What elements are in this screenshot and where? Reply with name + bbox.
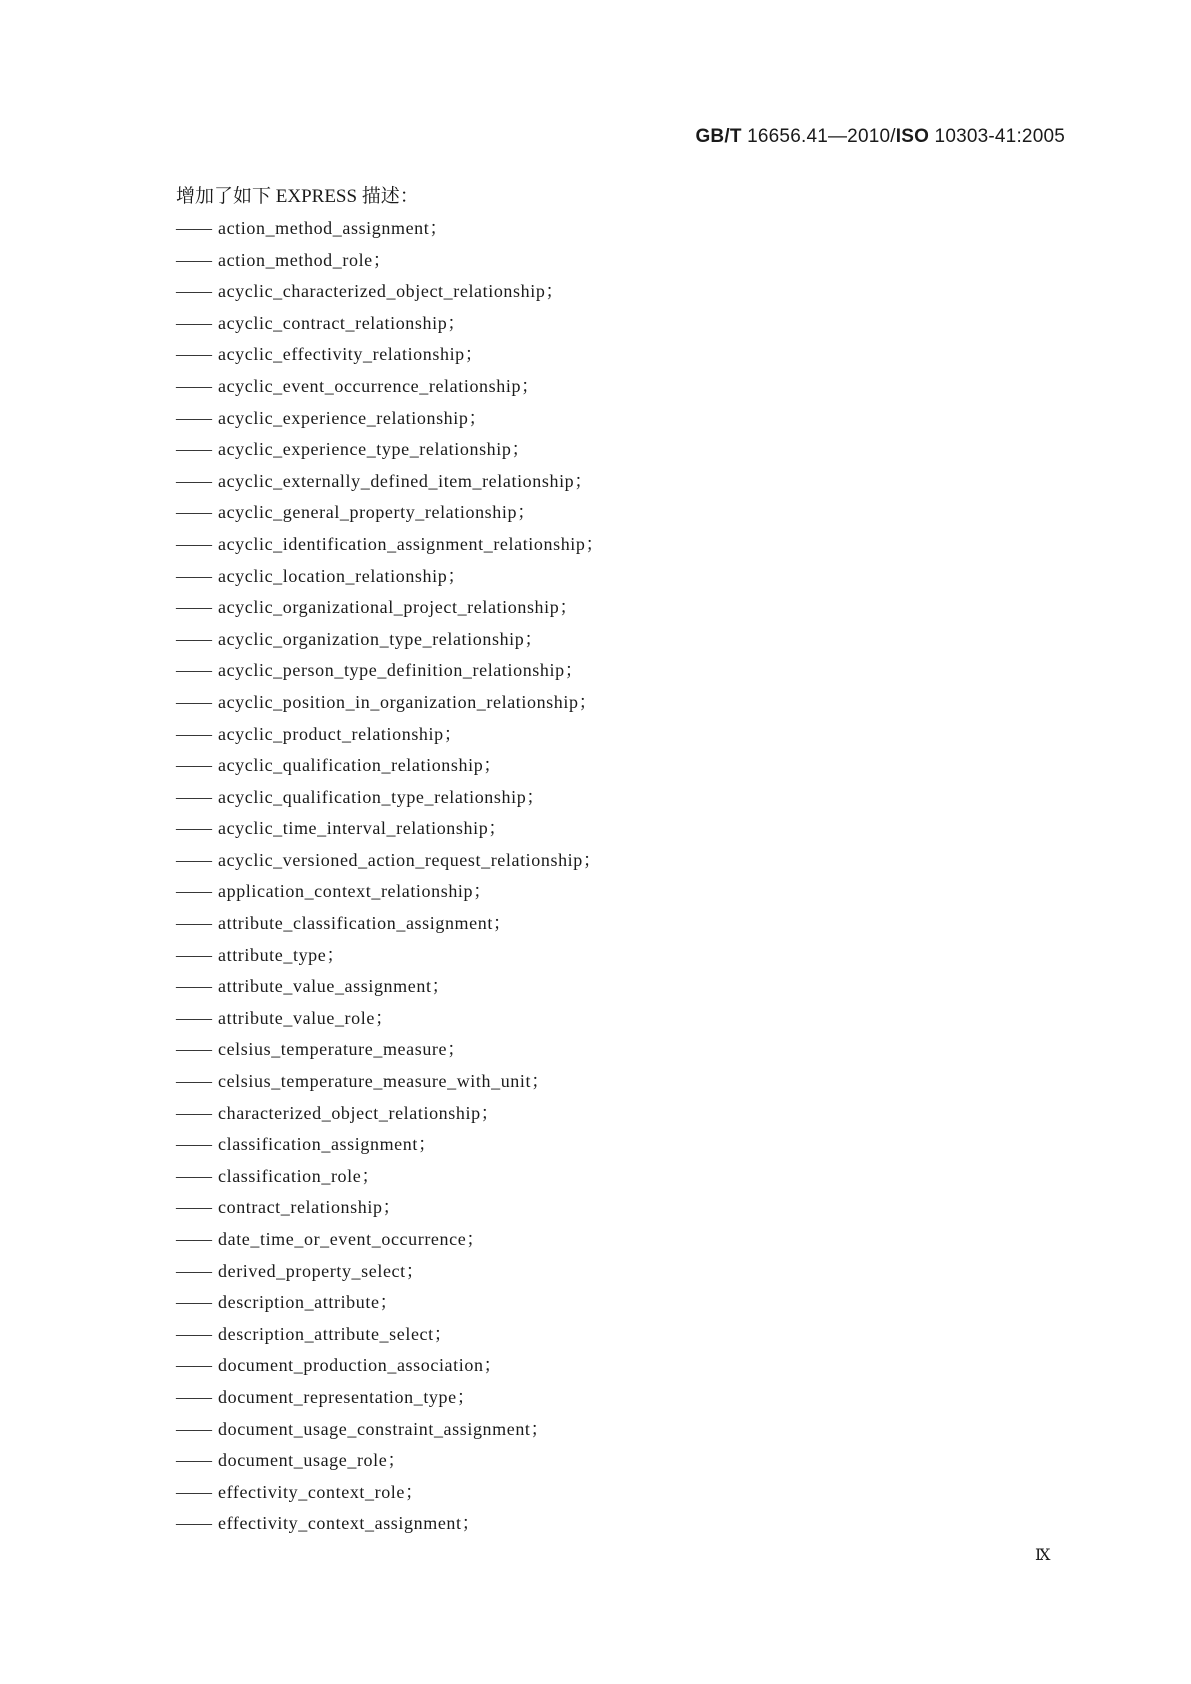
entity-name: classification_assignment； — [218, 1134, 437, 1155]
list-item — [176, 466, 604, 498]
list-dash: —— — [176, 1355, 212, 1376]
entity-name: acyclic_effectivity_relationship； — [218, 344, 484, 365]
std-code-gbt: GB/T — [695, 126, 742, 147]
list-item — [176, 245, 604, 277]
list-item — [176, 719, 604, 751]
list-dash: —— — [176, 723, 212, 744]
list-dash: —— — [176, 849, 212, 870]
list-item — [176, 876, 604, 908]
entity-name: acyclic_position_in_organization_relationship； — [218, 691, 598, 712]
list-item — [176, 1319, 604, 1351]
list-dash: —— — [176, 533, 212, 554]
list-dash: —— — [176, 755, 212, 776]
list-dash: —— — [176, 1260, 212, 1281]
express-entity-list — [176, 213, 604, 1540]
list-dash: —— — [176, 1418, 212, 1439]
list-item — [176, 1003, 604, 1035]
intro-text: 增加了如下 EXPRESS 描述： — [176, 186, 419, 207]
entity-name: acyclic_externally_defined_item_relationship； — [218, 470, 593, 491]
entity-name: acyclic_experience_relationship； — [218, 407, 488, 428]
list-dash: —— — [176, 913, 212, 934]
list-dash: —— — [176, 344, 212, 365]
list-dash: —— — [176, 281, 212, 302]
list-item — [176, 813, 604, 845]
list-dash: —— — [176, 1134, 212, 1155]
entity-name: characterized_object_relationship； — [218, 1102, 500, 1123]
entity-name: acyclic_person_type_definition_relationship； — [218, 660, 584, 681]
entity-name: derived_property_select； — [218, 1260, 425, 1281]
std-number-iso: 10303-41:2005 — [934, 126, 1065, 147]
list-dash: —— — [176, 976, 212, 997]
list-item — [176, 1224, 604, 1256]
entity-name: contract_relationship； — [218, 1197, 402, 1218]
list-dash: —— — [176, 407, 212, 428]
list-dash: —— — [176, 1229, 212, 1249]
list-item — [176, 971, 604, 1003]
entity-name: acyclic_product_relationship； — [218, 723, 463, 744]
list-item — [176, 1192, 604, 1224]
entity-name: acyclic_contract_relationship； — [218, 312, 466, 333]
list-item — [176, 592, 604, 624]
entity-name: document_representation_type； — [218, 1386, 476, 1407]
list-item — [176, 497, 604, 529]
list-dash: —— — [176, 375, 212, 396]
entity-name: application_context_relationship； — [218, 881, 492, 902]
list-dash: —— — [176, 249, 212, 270]
list-item — [176, 434, 604, 466]
list-dash: —— — [176, 691, 212, 712]
list-item — [176, 403, 604, 435]
entity-name: effectivity_context_assignment； — [218, 1513, 481, 1534]
entity-name: acyclic_identification_assignment_relationship； — [218, 533, 605, 554]
list-item — [176, 1445, 604, 1477]
list-dash: —— — [176, 881, 212, 902]
entity-name: effectivity_context_role； — [218, 1481, 424, 1502]
list-item — [176, 1414, 604, 1446]
list-dash: —— — [176, 1292, 212, 1313]
entity-name: description_attribute_select； — [218, 1323, 453, 1344]
entity-name: celsius_temperature_measure_with_unit； — [218, 1071, 550, 1092]
list-item — [176, 371, 604, 403]
entity-name: acyclic_organizational_project_relationship； — [218, 597, 578, 618]
entity-name: acyclic_experience_type_relationship； — [218, 439, 531, 460]
list-item — [176, 1287, 604, 1319]
entity-name: attribute_type； — [218, 944, 345, 965]
page-header — [695, 126, 1065, 148]
list-dash: —— — [176, 1513, 212, 1534]
entity-name: acyclic_location_relationship； — [218, 565, 466, 586]
entity-name: action_method_assignment； — [218, 218, 448, 238]
entity-name: celsius_temperature_measure； — [218, 1039, 466, 1060]
entity-name: date_time_or_event_occurrence； — [218, 1229, 485, 1249]
entity-name: acyclic_time_interval_relationship； — [218, 818, 507, 839]
list-item — [176, 529, 604, 561]
list-item — [176, 1098, 604, 1130]
list-item — [176, 1477, 604, 1509]
list-item — [176, 940, 604, 972]
list-item — [176, 1161, 604, 1193]
list-dash: —— — [176, 944, 212, 965]
entity-name: attribute_value_role； — [218, 1007, 394, 1028]
list-item — [176, 1034, 604, 1066]
entity-name: acyclic_qualification_relationship； — [218, 755, 502, 776]
list-dash: —— — [176, 818, 212, 839]
list-dash: —— — [176, 502, 212, 523]
entity-name: acyclic_characterized_object_relationship； — [218, 281, 565, 302]
list-item — [176, 655, 604, 687]
entity-name: action_method_role； — [218, 249, 392, 270]
entity-name: description_attribute； — [218, 1292, 399, 1313]
list-dash: —— — [176, 470, 212, 491]
list-dash: —— — [176, 660, 212, 681]
entity-name: document_usage_constraint_assignment； — [218, 1418, 550, 1439]
list-item — [176, 561, 604, 593]
list-item — [176, 845, 604, 877]
list-item — [176, 908, 604, 940]
list-item — [176, 750, 604, 782]
list-item — [176, 782, 604, 814]
entity-name: classification_role； — [218, 1165, 380, 1186]
list-item — [176, 308, 604, 340]
entity-name: document_usage_role； — [218, 1450, 406, 1471]
entity-name: acyclic_organization_type_relationship； — [218, 628, 543, 649]
list-dash: —— — [176, 628, 212, 649]
list-item — [176, 624, 604, 656]
list-dash: —— — [176, 218, 212, 238]
list-dash: —— — [176, 1386, 212, 1407]
list-dash: —— — [176, 1323, 212, 1344]
entity-name: attribute_value_assignment； — [218, 976, 451, 997]
list-dash: —— — [176, 565, 212, 586]
entity-name: document_production_association； — [218, 1355, 503, 1376]
entity-name: acyclic_general_property_relationship； — [218, 502, 536, 523]
list-dash: —— — [176, 1102, 212, 1123]
list-item — [176, 276, 604, 308]
entity-name: attribute_classification_assignment； — [218, 913, 512, 934]
list-dash: —— — [176, 312, 212, 333]
page-number: Ⅸ — [1035, 1547, 1051, 1564]
list-item — [176, 1066, 604, 1098]
list-dash: —— — [176, 439, 212, 460]
list-dash: —— — [176, 1039, 212, 1060]
list-dash: —— — [176, 1197, 212, 1218]
list-dash: —— — [176, 786, 212, 807]
list-item — [176, 687, 604, 719]
list-item — [176, 1350, 604, 1382]
list-item — [176, 1508, 604, 1540]
list-item — [176, 339, 604, 371]
entity-name: acyclic_event_occurrence_relationship； — [218, 375, 540, 396]
std-code-iso: ISO — [895, 126, 930, 147]
list-dash: —— — [176, 1450, 212, 1471]
list-dash: —— — [176, 1481, 212, 1502]
entity-name: acyclic_qualification_type_relationship； — [218, 786, 545, 807]
std-number-gbt: 16656.41—2010/ — [747, 126, 896, 147]
entity-name: acyclic_versioned_action_request_relationship； — [218, 849, 602, 870]
list-dash: —— — [176, 1007, 212, 1028]
list-dash: —— — [176, 1071, 212, 1092]
list-dash: —— — [176, 597, 212, 618]
list-dash: —— — [176, 1165, 212, 1186]
list-item — [176, 213, 604, 245]
list-item — [176, 1382, 604, 1414]
list-item — [176, 1256, 604, 1288]
list-item — [176, 1129, 604, 1161]
